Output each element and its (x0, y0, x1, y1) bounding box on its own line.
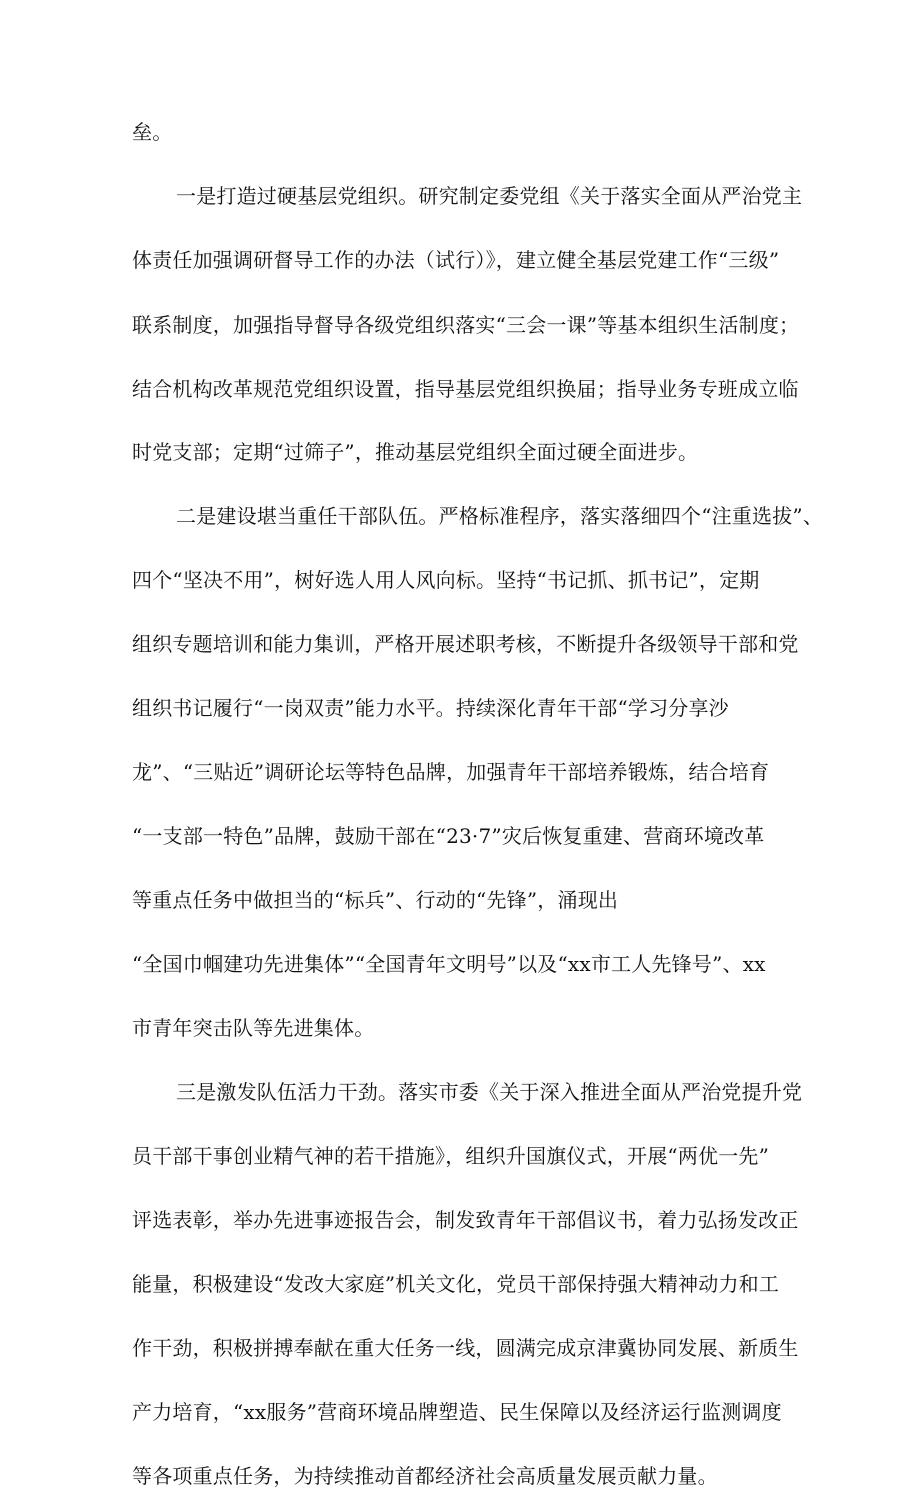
paragraph-2-heading-line: 二是建设堪当重任干部队伍。严格标准程序，落实落细四个“注重选拔”、 (176, 504, 824, 528)
text-line: 垒。 (132, 120, 173, 144)
text-line: 等重点任务中做担当的“标兵”、行动的“先锋”，涌现出 (132, 888, 619, 912)
text-line: “一支部一特色”品牌，鼓励干部在“23·7”灾后恢复重建、营商环境改革 (132, 824, 765, 848)
text-line: 体责任加强调研督导工作的办法（试行）》，建立健全基层党建工作“三级” (132, 248, 780, 272)
text-line: 四个“坚决不用”，树好选人用人风向标。坚持“书记抓、抓书记”，定期 (132, 568, 760, 592)
paragraph-3-heading-line: 三是激发队伍活力干劲。落实市委《关于深入推进全面从严治党提升党 (176, 1080, 803, 1104)
text-line: 评选表彰，举办先进事迹报告会，制发致青年干部倡议书，着力弘扬发改正 (132, 1208, 799, 1232)
text-line: 等各项重点任务，为持续推动首都经济社会高质量发展贡献力量。 (132, 1464, 718, 1488)
text-line: “全国巾帼建功先进集体”“全国青年文明号”以及“xx市工人先锋号”、xx (132, 952, 766, 976)
text-line: 作干劲，积极拼搏奉献在重大任务一线，圆满完成京津冀协同发展、新质生 (132, 1336, 799, 1360)
text-line: 时党支部；定期“过筛子”，推动基层党组织全面过硬全面进步。 (132, 440, 699, 464)
text-line: 产力培育，“xx服务”营商环境品牌塑造、民生保障以及经济运行监测调度 (132, 1400, 782, 1424)
text-line: 联系制度，加强指导督导各级党组织落实“三会一课”等基本组织生活制度； (132, 313, 800, 337)
text-line: 员干部干事创业精气神的若干措施》，组织升国旗仪式，开展“两优一先” (132, 1144, 770, 1168)
text-line: 结合机构改革规范党组织设置，指导基层党组织换届；指导业务专班成立临 (132, 377, 799, 401)
text-line: 组织专题培训和能力集训，严格开展述职考核，不断提升各级领导干部和党 (132, 632, 799, 656)
text-line: 市青年突击队等先进集体。 (132, 1016, 375, 1040)
text-line: 龙”、“三贴近”调研论坛等特色品牌，加强青年干部培养锻炼，结合培育 (132, 760, 770, 784)
text-line: 能量，积极建设“发改大家庭”机关文化，党员干部保持强大精神动力和工 (132, 1272, 780, 1296)
text-line: 组织书记履行“一岗双责”能力水平。持续深化青年干部“学习分享沙 (132, 696, 729, 720)
paragraph-1-heading-line: 一是打造过硬基层党组织。研究制定委党组《关于落实全面从严治党主 (176, 184, 803, 208)
